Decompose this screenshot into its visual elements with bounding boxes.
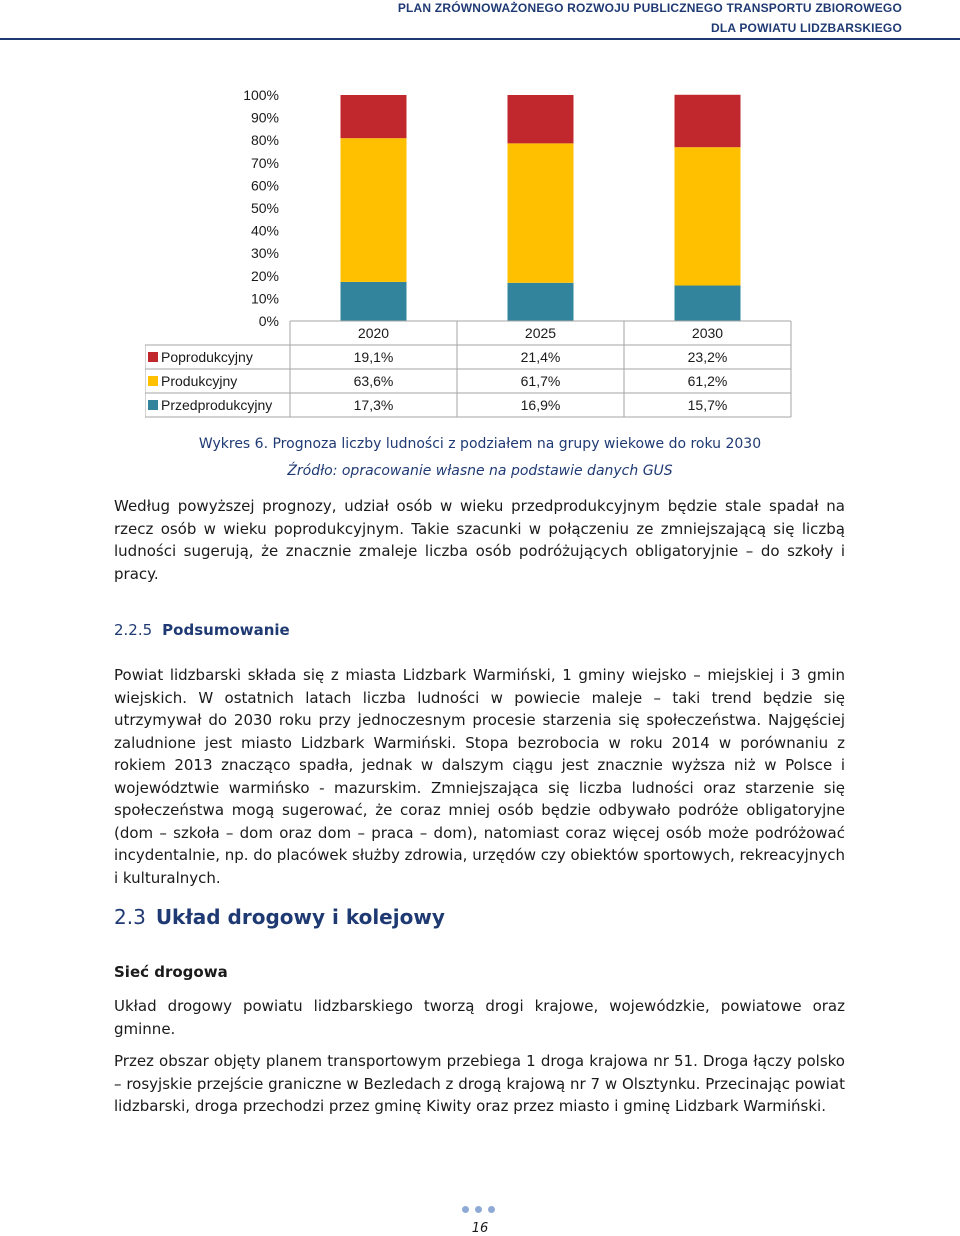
data-label: 61,2% [687, 373, 728, 389]
data-label: 17,3% [353, 397, 394, 413]
data-label: 19,1% [353, 349, 394, 365]
bar-segment [508, 283, 574, 321]
header-title-line1: PLAN ZRÓWNOWAŻONEGO ROZWOJU PUBLICZNEGO TRANSPORTU ZBIOROWEGO [397, 1, 902, 15]
bar-segment [675, 147, 741, 285]
category-label: 2020 [357, 325, 390, 341]
y-tick-label: 60% [250, 177, 279, 194]
data-label: 23,2% [687, 349, 728, 365]
y-tick-label: 20% [250, 267, 279, 284]
footer-dot [475, 1206, 482, 1213]
chapter-title: Układ drogowy i kolejowy [155, 905, 445, 929]
paragraph-forecast: Według powyższej prognozy, udział osób w wieku przedprodukcyjnym będzie stale spadał na rzecz osób w wieku poprodukcyjnym. Takie szacunki w połączeniu ze zmniejszającą się liczbą ludności sugerują, że znacznie zmaleje liczba osób podróżujących obligatoryjnie – do szkoły i pracy. [114, 497, 845, 583]
stacked-bar-chart [145, 83, 800, 423]
footer-dot [462, 1206, 469, 1213]
section-heading-summary [114, 621, 290, 639]
page-number: 16 [471, 1221, 489, 1236]
data-label: 63,6% [353, 373, 394, 389]
legend-swatch [148, 376, 158, 386]
y-tick-label: 10% [250, 290, 279, 307]
bar-segment [341, 282, 407, 321]
chapter-number: 2.3 [114, 905, 146, 929]
section-title: Podsumowanie [162, 621, 290, 639]
section-number: 2.2.5 [114, 621, 153, 639]
bar-segment [508, 95, 574, 143]
bar-segment [341, 138, 407, 282]
footer-dots [462, 1206, 502, 1216]
data-label: 21,4% [520, 349, 561, 365]
footer-dot [488, 1206, 495, 1213]
chapter-heading-roads [114, 905, 445, 929]
y-tick-label: 0% [258, 313, 279, 329]
data-label: 61,7% [520, 373, 561, 389]
subheading-road-network: Sieć drogowa [114, 963, 228, 981]
y-tick-label: 90% [250, 109, 279, 126]
legend-label: Poprodukcyjny [161, 349, 253, 365]
y-tick-label: 40% [250, 222, 279, 239]
header-divider [0, 38, 960, 40]
category-label: 2030 [691, 325, 724, 341]
header-title-line2: DLA POWIATU LIDZBARSKIEGO [711, 21, 902, 35]
category-label: 2025 [524, 325, 557, 341]
data-label: 16,9% [520, 397, 561, 413]
paragraph-national-road: Przez obszar objęty planem transportowym przebiega 1 droga krajowa nr 51. Droga łączy polsko – rosyjskie przejście graniczne w Bezledach z drogą krajową nr 7 w Olsztynku. Przecinając powiat lidzbarski, droga przechodzi przez gminę Kiwity oraz przez miasto i gminę Lidzbark Warmiński. [114, 1052, 845, 1115]
y-tick-label: 80% [250, 132, 279, 149]
bar-segment [341, 95, 407, 138]
data-label: 15,7% [687, 397, 728, 413]
chart-source: Źródło: opracowanie własne na podstawie danych GUS [287, 463, 673, 479]
legend-label: Produkcyjny [161, 373, 238, 389]
paragraph-summary: Powiat lidzbarski składa się z miasta Lidzbark Warmiński, 1 gminy wiejsko – miejskiej i 3 gmin wiejskich. W ostatnich latach liczba ludności w powiecie maleje – taki trend będzie się utrzymywał do 2030 roku przy jednoczesnym procesie starzenia się społeczeństwa. Najgęściej zaludnione jest miasto Lidzbark Warmiński. Stopa bezrobocia w roku 2014 w porównaniu z rokiem 2013 znacząco spadła, jednak w dalszym ciągu jest znacznie wyższa niż w Polsce i województwie warmińsko - mazurskim. Zmniejszająca się liczba ludności oraz starzenie się społeczeństwa mogą sugerować, że coraz mniej osób będzie odbywało podróże obligatoryjne (dom – szkoła – dom oraz dom – praca – dom), natomiast coraz więcej osób może podróżować incydentalnie, np. do placówek służby zdrowia, urzędów czy obiektów sportowych, rekreacyjnych i kulturalnych. [114, 666, 845, 887]
paragraph-road-system: Układ drogowy powiatu lidzbarskiego tworzą drogi krajowe, wojewódzkie, powiatowe oraz gminne. [114, 997, 845, 1038]
legend-swatch [148, 400, 158, 410]
y-tick-label: 50% [250, 200, 279, 216]
chart-caption: Wykres 6. Prognoza liczby ludności z podziałem na grupy wiekowe do roku 2030 [198, 436, 762, 452]
bar-segment [675, 286, 741, 321]
y-tick-label: 70% [250, 154, 279, 171]
bar-segment [675, 95, 741, 147]
bar-segment [508, 143, 574, 282]
legend-swatch [148, 352, 158, 362]
y-tick-label: 30% [250, 245, 279, 262]
y-tick-label: 100% [243, 87, 279, 103]
legend-label: Przedprodukcyjny [161, 397, 273, 413]
